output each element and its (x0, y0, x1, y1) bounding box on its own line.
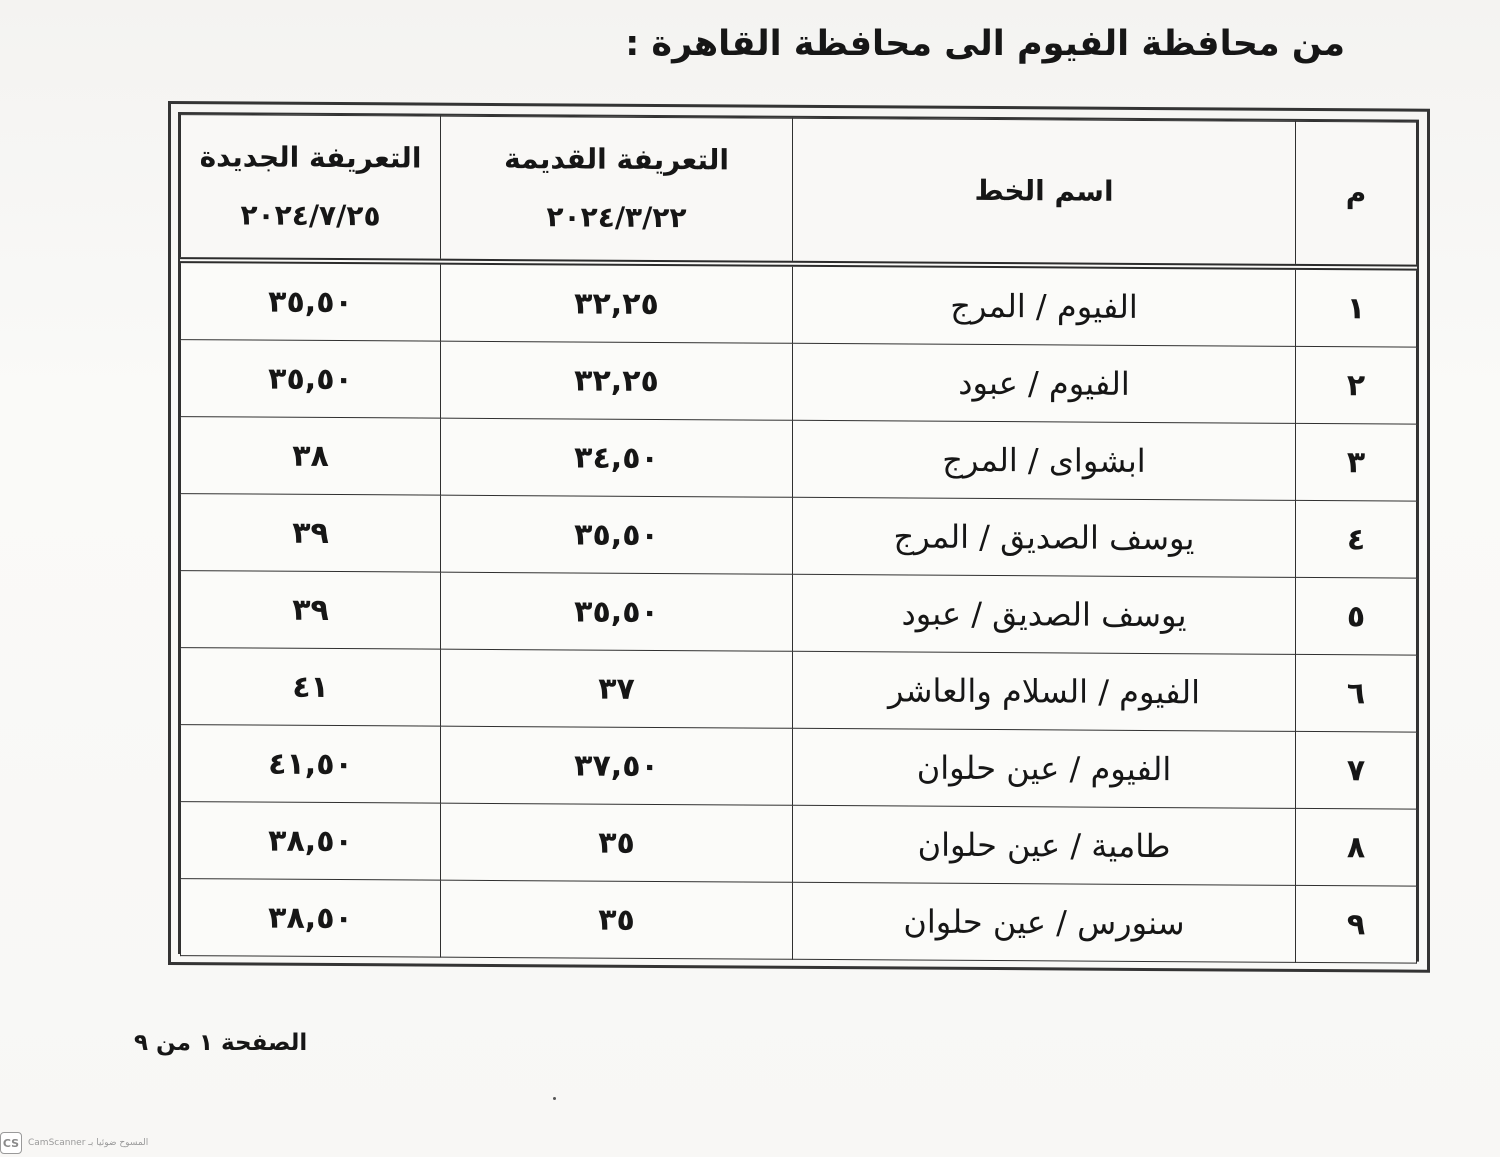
row-old-fare: ٣٥ (441, 803, 793, 882)
header-line-name (793, 118, 1296, 267)
header-number (1296, 121, 1417, 267)
header-old-fare (441, 116, 793, 264)
row-new-fare: ٣٨ (181, 417, 441, 496)
row-old-fare: ٣٧ (441, 649, 793, 728)
row-new-fare: ٤١,٥٠ (181, 725, 441, 804)
fare-table-frame (168, 101, 1430, 973)
table-row (181, 571, 1417, 656)
row-line-name: الفيوم / عبود (793, 343, 1296, 423)
header-number-label: م (1345, 176, 1367, 210)
row-old-fare: ٣٥ (441, 880, 793, 959)
row-old-fare: ٣٢,٢٥ (441, 341, 793, 420)
row-old-fare: ٣٥,٥٠ (441, 495, 793, 574)
table-row (181, 340, 1417, 425)
header-new-fare-date: ٢٠٢٤/٧/٢٥ (240, 198, 381, 233)
table-row (181, 260, 1417, 347)
row-line-name: سنورس / عين حلوان (793, 882, 1296, 962)
fare-table-header (181, 115, 1417, 268)
row-new-fare: ٣٩ (181, 494, 441, 573)
row-number: ٥ (1296, 577, 1417, 655)
row-line-name: يوسف الصديق / عبود (793, 574, 1296, 654)
header-old-fare-label: التعريفة القديمة (504, 142, 729, 177)
row-number: ٤ (1296, 500, 1417, 578)
row-line-name: يوسف الصديق / المرج (793, 497, 1296, 577)
header-new-fare-label: التعريفة الجديدة (199, 140, 422, 175)
row-old-fare: ٣٤,٥٠ (441, 418, 793, 497)
row-line-name: الفيوم / عين حلوان (793, 728, 1296, 808)
row-number: ٨ (1296, 808, 1417, 886)
row-new-fare: ٣٩ (181, 571, 441, 650)
row-new-fare: ٣٨,٥٠ (181, 802, 441, 881)
row-old-fare: ٣٢,٢٥ (441, 262, 793, 344)
header-old-fare-date: ٢٠٢٤/٣/٢٢ (546, 200, 687, 235)
row-line-name: الفيوم / السلام والعاشر (793, 651, 1296, 731)
camscanner-logo-icon: CS (0, 1132, 22, 1154)
row-old-fare: ٣٥,٥٠ (441, 572, 793, 651)
document-title: من محافظة الفيوم الى محافظة القاهرة : (625, 24, 1345, 64)
table-row (181, 648, 1417, 733)
page-indicator: الصفحة ١ من ٩ (134, 1030, 308, 1056)
camscanner-watermark (0, 1131, 148, 1155)
fare-table-body (181, 260, 1417, 963)
row-new-fare: ٤١ (181, 648, 441, 727)
row-number: ٩ (1296, 885, 1417, 963)
row-number: ٣ (1296, 423, 1417, 501)
row-new-fare: ٣٥,٥٠ (181, 340, 441, 419)
row-number: ٧ (1296, 731, 1417, 809)
camscanner-watermark-text: CamScanner المسوح ضوئيا بـ (28, 1138, 149, 1148)
table-row (181, 725, 1417, 810)
row-new-fare: ٣٨,٥٠ (181, 879, 441, 958)
row-new-fare: ٣٥,٥٠ (181, 260, 441, 341)
table-row (181, 494, 1417, 579)
header-line-name-label: اسم الخط (974, 173, 1114, 208)
header-new-fare (181, 115, 441, 262)
row-line-name: طامية / عين حلوان (793, 805, 1296, 885)
row-number: ٦ (1296, 654, 1417, 732)
scan-speck (553, 1097, 556, 1100)
header-row (181, 115, 1417, 268)
fare-table-container (178, 112, 1419, 962)
row-old-fare: ٣٧,٥٠ (441, 726, 793, 805)
row-number: ١ (1296, 267, 1417, 347)
fare-table (180, 114, 1417, 964)
table-row (181, 802, 1417, 887)
table-row (181, 879, 1417, 964)
row-number: ٢ (1296, 346, 1417, 424)
table-row (181, 417, 1417, 502)
row-line-name: الفيوم / المرج (793, 264, 1296, 347)
row-line-name: ابشواى / المرج (793, 420, 1296, 500)
